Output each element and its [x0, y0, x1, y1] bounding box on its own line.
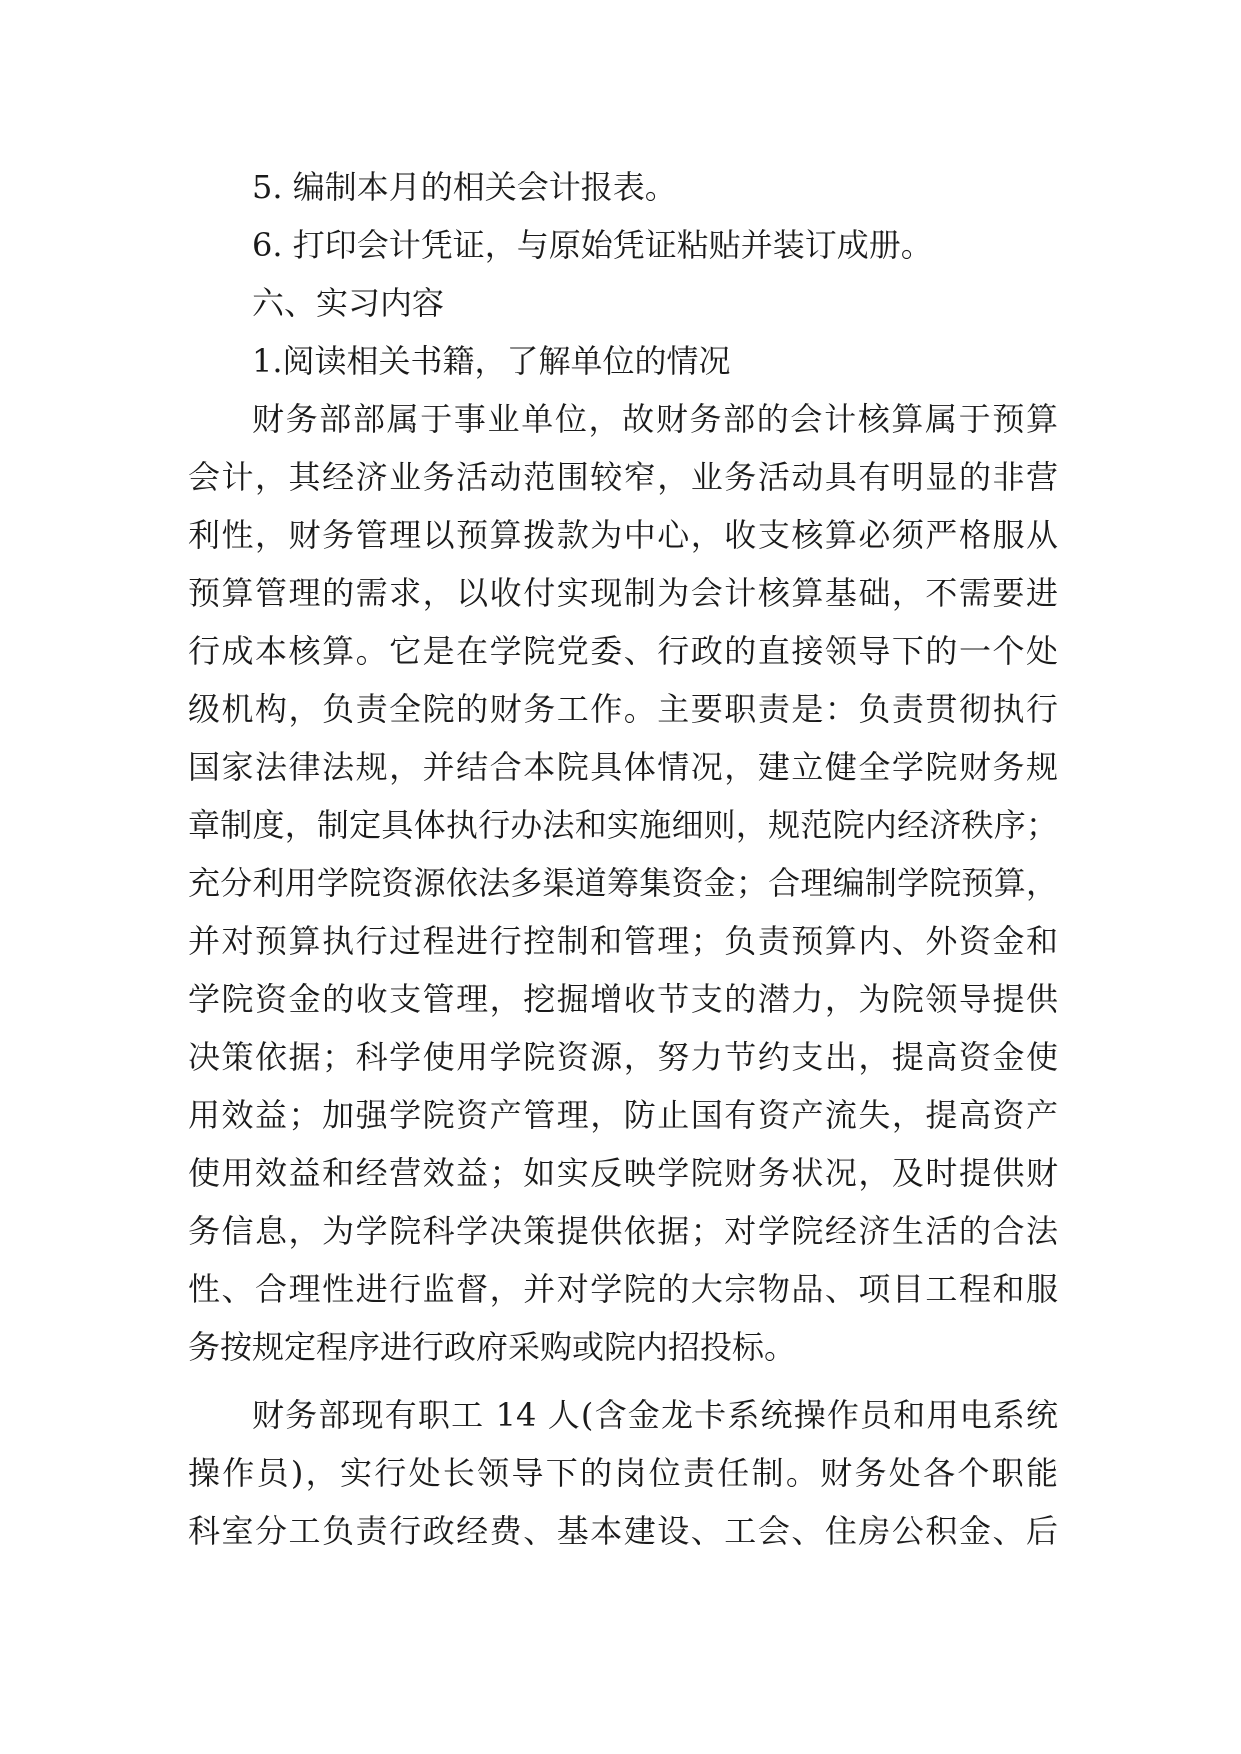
text-line: 章制度，制定具体执行办法和实施细则，规范院内经济秩序； [188, 806, 1058, 844]
text-line: 务信息，为学院科学决策提供依据；对学院经济生活的合法 [188, 1212, 1058, 1250]
text-line: 5. 编制本月的相关会计报表。 [252, 168, 677, 206]
text-line: 预算管理的需求，以收付实现制为会计核算基础，不需要进 [188, 574, 1058, 612]
paragraph-gap [188, 1376, 1058, 1386]
text-line: 科室分工负责行政经费、基本建设、工会、住房公积金、后 [188, 1512, 1058, 1550]
text-line: 国家法律法规，并结合本院具体情况，建立健全学院财务规 [188, 748, 1058, 786]
text-line: 会计，其经济业务活动范围较窄，业务活动具有明显的非营 [188, 458, 1058, 496]
text-line: 1.阅读相关书籍，了解单位的情况 [252, 342, 731, 380]
text-line: 并对预算执行过程进行控制和管理；负责预算内、外资金和 [188, 922, 1058, 960]
text-line: 操作员)，实行处长领导下的岗位责任制。财务处各个职能 [188, 1454, 1058, 1492]
text-line: 级机构，负责全院的财务工作。主要职责是：负责贯彻执行 [188, 690, 1058, 728]
text-line: 财务部现有职工 14 人(含金龙卡系统操作员和用电系统 [252, 1396, 1058, 1434]
text-line: 决策依据；科学使用学院资源，努力节约支出，提高资金使 [188, 1038, 1058, 1076]
text-line: 学院资金的收支管理，挖掘增收节支的潜力，为院领导提供 [188, 980, 1058, 1018]
text-line: 财务部部属于事业单位，故财务部的会计核算属于预算 [252, 400, 1058, 438]
text-line: 性、合理性进行监督，并对学院的大宗物品、项目工程和服 [188, 1270, 1058, 1308]
text-line: 务按规定程序进行政府采购或院内招投标。 [188, 1328, 797, 1366]
text-line: 利性，财务管理以预算拨款为中心，收支核算必须严格服从 [188, 516, 1058, 554]
text-line: 6. 打印会计凭证，与原始凭证粘贴并装订成册。 [252, 226, 933, 264]
text-line: 行成本核算。它是在学院党委、行政的直接领导下的一个处 [188, 632, 1058, 670]
text-line: 充分利用学院资源依法多渠道筹集资金；合理编制学院预算， [188, 864, 1058, 902]
text-line: 用效益；加强学院资产管理，防止国有资产流失，提高资产 [188, 1096, 1058, 1134]
text-line: 使用效益和经营效益；如实反映学院财务状况，及时提供财 [188, 1154, 1058, 1192]
document-body [188, 158, 1058, 1560]
text-line: 六、实习内容 [252, 284, 445, 322]
